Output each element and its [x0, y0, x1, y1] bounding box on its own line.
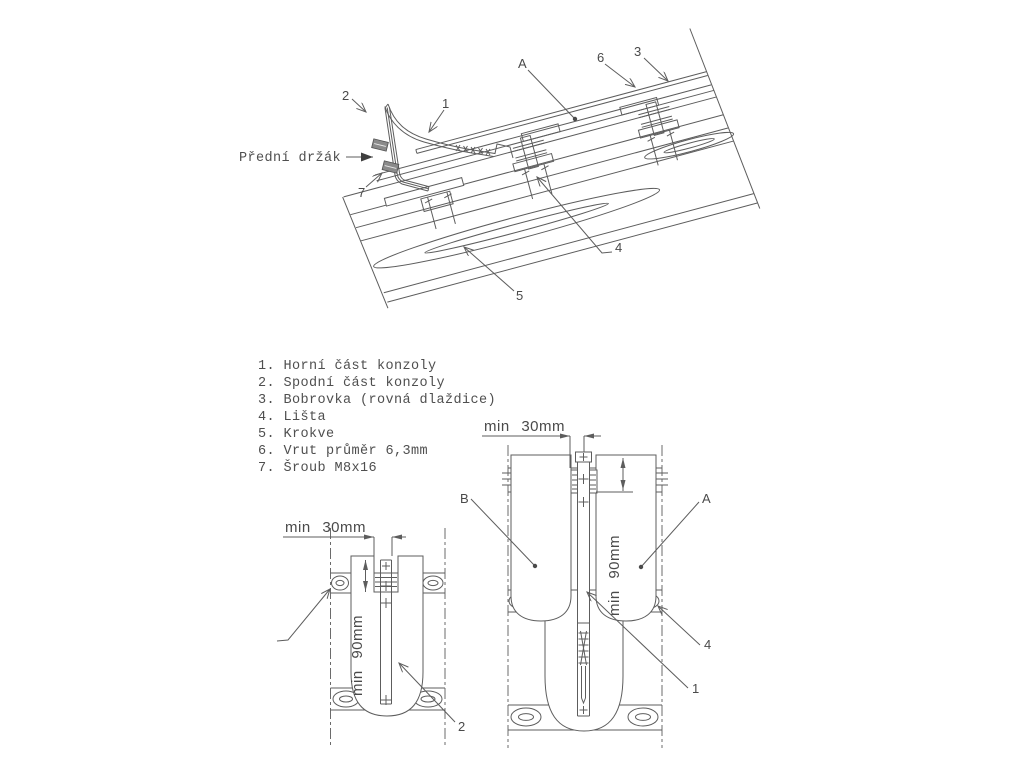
detail-right-callout-B: B: [460, 491, 469, 506]
legend-item-5: 5. Krokve: [258, 427, 335, 442]
callout-5-label: 5: [516, 288, 524, 303]
detail-view-left: [277, 519, 465, 748]
callout-1-label: 1: [442, 96, 450, 111]
legend-item-4: 4. Lišta: [258, 410, 327, 425]
detail-view-right: [460, 418, 711, 748]
legend-item-1: 1. Horní část konzoly: [258, 359, 437, 374]
bracket-strip-right: [576, 452, 592, 716]
callout-3-label: 3: [634, 44, 642, 59]
detail-right-callout-A: A: [702, 491, 711, 506]
right-console: [620, 94, 687, 171]
tile-A-outline: [596, 455, 656, 621]
legend-item-7: 7. Šroub M8x16: [258, 461, 378, 476]
detail-left-callout-2: 2: [458, 719, 466, 734]
legend-item-6: 6. Vrut průměr 6,3mm: [258, 444, 429, 459]
dim-90mm-right-label: min 90mm: [606, 534, 623, 616]
legend: [258, 359, 496, 476]
callout-7-label: 7: [358, 185, 366, 200]
wood-grain-rafter: [363, 128, 745, 277]
legend-item-3: 3. Bobrovka (rovná dlaždice): [258, 393, 497, 408]
detail-right-callout-1: 1: [692, 681, 700, 696]
detail-right-callout-4: 4: [704, 637, 712, 652]
front-holder-label: Přední držák: [238, 151, 341, 166]
right-break-line: [690, 23, 760, 214]
front-holder-hook: [372, 104, 513, 191]
assembly-view: [239, 23, 760, 312]
dim-30mm-left-label: min 30mm: [285, 519, 367, 536]
dim-30mm-right-label: min 30mm: [484, 418, 566, 435]
callout-6-label: 6: [597, 50, 605, 65]
leader-batten-left: [277, 589, 330, 641]
tile-B-outline: [511, 455, 571, 621]
callout-4-label: 4: [615, 240, 623, 255]
middle-console: [506, 124, 575, 202]
dim-30mm-left: [283, 537, 406, 560]
callout-2-label: 2: [342, 88, 350, 103]
assembly-leaders: [346, 58, 668, 291]
leader-4-right: [658, 606, 700, 645]
legend-item-2: 2. Spodní část konzoly: [258, 376, 446, 391]
dim-90mm-left-label: min 90mm: [349, 614, 366, 696]
callout-A-label: A: [518, 56, 527, 71]
